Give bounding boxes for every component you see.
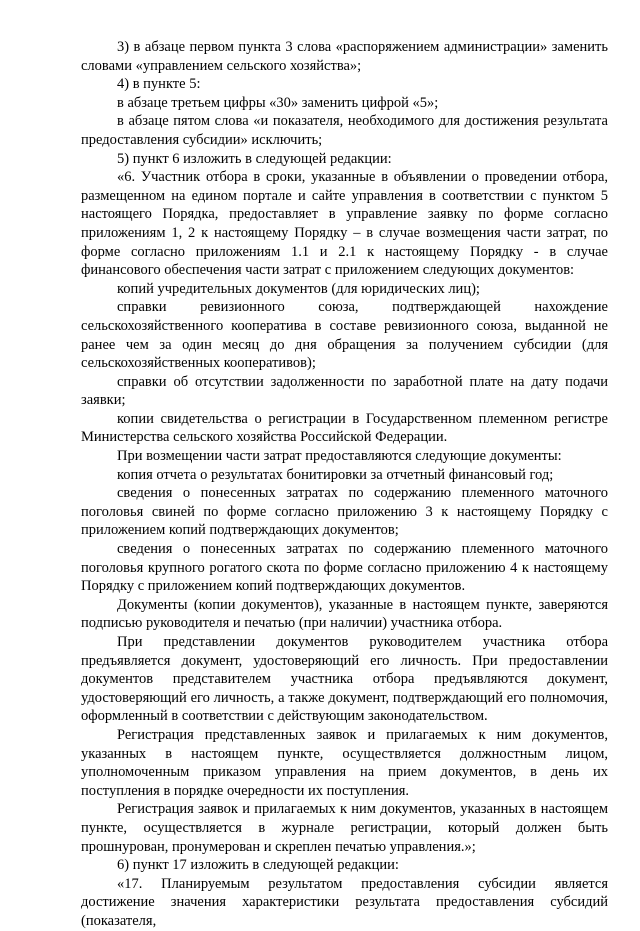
paragraph-16: При представлении документов руководителем участника отбора предъявляется документ, удостоверяющий его личность. При предоставлении документов представителем участника отбора предъявляются документ, удостоверяющий его личность, а также документ, подтверждающий его полномочия, оформленный в соответствии с действующим законодательством.: [81, 634, 608, 725]
paragraph-17: Регистрация представленных заявок и прилагаемых к ним документов, указанных в настоящем пункте, осуществляется должностным лицом, уполномоченным приказом управления на прием документов, в день их поступления в порядке очередности их поступления.: [81, 726, 608, 799]
paragraph-19: 6) пункт 17 изложить в следующей редакции:: [117, 857, 399, 874]
paragraph-9: справки об отсутствии задолженности по заработной плате на дату подачи заявки;: [81, 373, 608, 409]
paragraph-3: в абзаце третьем цифры «30» заменить цифрой «5»;: [117, 94, 439, 111]
paragraph-15: Документы (копии документов), указанные в настоящем пункте, заверяются подписью руководителя и печатью (при наличии) участника отбора.: [81, 596, 608, 632]
paragraph-11: При возмещении части затрат предоставляются следующие документы:: [117, 448, 562, 465]
paragraph-14: сведения о понесенных затратах по содержанию племенного маточного поголовья крупного рогатого скота по форме согласно приложению 4 к настоящему Порядку с приложением копий подтверждающих документов.: [81, 541, 608, 595]
paragraph-7: копий учредительных документов (для юридических лиц);: [117, 280, 480, 297]
paragraph-6: «6. Участник отбора в сроки, указанные в объявлении о проведении отбора, размещенном на едином портале и сайте управления в соответствии с пунктом 5 настоящего Порядка, предоставляет в управление заявку по форме согласно приложениям 1, 2 к настоящему Порядку – в случае возмещения части затрат, по форме согласно приложениям 1.1 и 2.1 к настоящему Порядку - в случае финансового обеспечения части затрат с приложением следующих документов:: [81, 169, 608, 279]
paragraph-10: копии свидетельства о регистрации в Государственном племенном регистре Министерства сельского хозяйства Российской Федерации.: [81, 410, 608, 446]
paragraph-8: справки ревизионного союза, подтверждающей нахождение сельскохозяйственного кооператива в составе ревизионного союза, выданной не ранее чем за один месяц до дня обращения за получением субсидии (для сельскохозяйственных кооперативов);: [81, 299, 608, 372]
paragraph-2: 4) в пункте 5:: [117, 76, 201, 93]
paragraph-12: копия отчета о результатах бонитировки за отчетный финансовый год;: [117, 466, 554, 483]
paragraph-20: «17. Планируемым результатом предоставления субсидии является достижение значения характеристики результата предоставления субсидий (показателя,: [81, 875, 608, 929]
paragraph-13: сведения о понесенных затратах по содержанию племенного маточного поголовья свиней по форме согласно приложению 3 к настоящему Порядку с приложением копий подтверждающих документов;: [81, 485, 608, 539]
document-page: [81, 38, 608, 931]
paragraph-5: 5) пункт 6 изложить в следующей редакции:: [117, 150, 392, 167]
paragraph-18: Регистрация заявок и прилагаемых к ним документов, указанных в настоящем пункте, осуществляется в журнале регистрации, который должен быть прошнурован, пронумерован и скреплен печатью управления.»;: [81, 801, 608, 855]
paragraph-4: в абзаце пятом слова «и показателя, необходимого для достижения результата предоставления субсидии» исключить;: [81, 113, 608, 148]
paragraph-1: 3) в абзаце первом пункта 3 слова «распоряжением администрации» заменить словами «управлением сельского хозяйства»;: [81, 39, 608, 74]
